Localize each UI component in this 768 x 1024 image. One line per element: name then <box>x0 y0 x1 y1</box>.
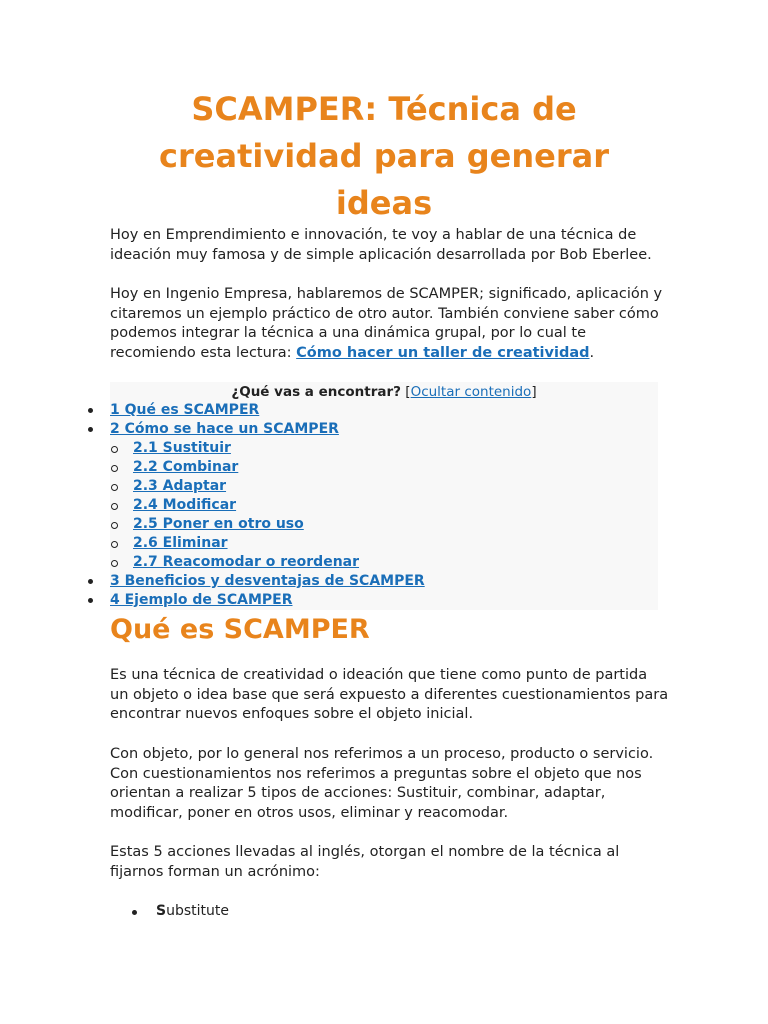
section-paragraph-1: Es una técnica de creatividad o ideación que tiene como punto de partida un objeto o idea base que será expuesto a diferentes cuestionamientos para encontrar nuevos enfoques sobre el objeto inicial. <box>110 667 669 723</box>
bullet-disc-icon <box>88 427 93 432</box>
toc-title: ¿Qué vas a encontrar? <box>231 384 401 400</box>
list-item-substitute <box>156 902 229 921</box>
bullet-circle-icon <box>111 560 118 567</box>
toc-link-sustituir[interactable]: 2.1 Sustituir <box>133 440 231 456</box>
bullet-circle-icon <box>111 465 118 472</box>
bullet-circle-icon <box>111 446 118 453</box>
toc-link-como-se-hace[interactable]: 2 Cómo se hace un SCAMPER <box>110 421 339 437</box>
toc-bracket-open: [ <box>405 384 411 400</box>
toc-item <box>110 572 425 591</box>
workshop-link[interactable]: Cómo hacer un taller de creatividad <box>296 344 590 361</box>
toc-bracket-close: ] <box>531 384 537 400</box>
intro-paragraph-1: Hoy en Emprendimiento e innovación, te voy a hablar de una técnica de ideación muy famosa y de simple aplicación desarrollada por Bob Eberlee. <box>110 227 652 263</box>
bullet-disc-icon <box>132 910 137 915</box>
toc-item <box>110 420 339 439</box>
toc-link-poner-en-otro-uso[interactable]: 2.5 Poner en otro uso <box>133 516 304 532</box>
toc-link-adaptar[interactable]: 2.3 Adaptar <box>133 478 227 494</box>
toc-subitem <box>133 534 228 553</box>
toc-link-eliminar[interactable]: 2.6 Eliminar <box>133 535 228 551</box>
bullet-disc-icon <box>88 579 93 584</box>
acronym-letter: S <box>156 903 167 919</box>
bullet-circle-icon <box>111 541 118 548</box>
bullet-circle-icon <box>111 522 118 529</box>
toc-link-combinar[interactable]: 2.2 Combinar <box>133 459 239 475</box>
toc-link-ejemplo[interactable]: 4 Ejemplo de SCAMPER <box>110 592 293 608</box>
toc-link-reacomodar[interactable]: 2.7 Reacomodar o reordenar <box>133 554 360 570</box>
toc-item <box>110 591 293 610</box>
toc-link-beneficios[interactable]: 3 Beneficios y desventajas de SCAMPER <box>110 573 425 589</box>
bullet-disc-icon <box>88 598 93 603</box>
section-paragraph-3: Estas 5 acciones llevadas al inglés, otorgan el nombre de la técnica al fijarnos forman un acrónimo: <box>110 844 620 880</box>
article-title: SCAMPER: Técnica de creatividad para generar ideas <box>159 90 609 222</box>
toc-subitem <box>133 477 226 496</box>
toc-subitem <box>133 458 238 477</box>
intro-paragraph-2 <box>110 285 670 363</box>
intro-paragraph-2-end: . <box>589 344 595 361</box>
intro-paragraph-2-text: Hoy en Ingenio Empresa, hablaremos de SCAMPER; significado, aplicación y citaremos un ejemplo práctico de otro autor. También conviene saber cómo podemos integrar la técnica a una dinámica grupal, por lo cual te recomiendo esta lectura: <box>110 286 663 361</box>
bullet-circle-icon <box>111 484 118 491</box>
section-heading: Qué es SCAMPER <box>110 614 370 645</box>
toc-subitem <box>133 439 231 458</box>
toc-link-que-es[interactable]: 1 Qué es SCAMPER <box>110 402 260 418</box>
toc-item <box>110 401 259 420</box>
toc-subitem <box>133 515 304 534</box>
toc-toggle-link[interactable]: Ocultar contenido <box>410 384 532 400</box>
acronym-word-rest: ubstitute <box>166 903 229 919</box>
toc-subitem <box>133 496 236 515</box>
toc-subitem <box>133 553 359 572</box>
bullet-disc-icon <box>88 408 93 413</box>
toc-link-modificar[interactable]: 2.4 Modificar <box>133 497 237 513</box>
toc-header <box>110 383 658 402</box>
section-paragraph-2: Con objeto, por lo general nos referimos a un proceso, producto o servicio. Con cuestionamientos nos referimos a preguntas sobre el objeto que nos orientan a realizar 5 tipos de acciones: Sustituir, combinar, adaptar, modificar, poner en otros usos, eliminar y reacomodar. <box>110 746 654 821</box>
bullet-circle-icon <box>111 503 118 510</box>
